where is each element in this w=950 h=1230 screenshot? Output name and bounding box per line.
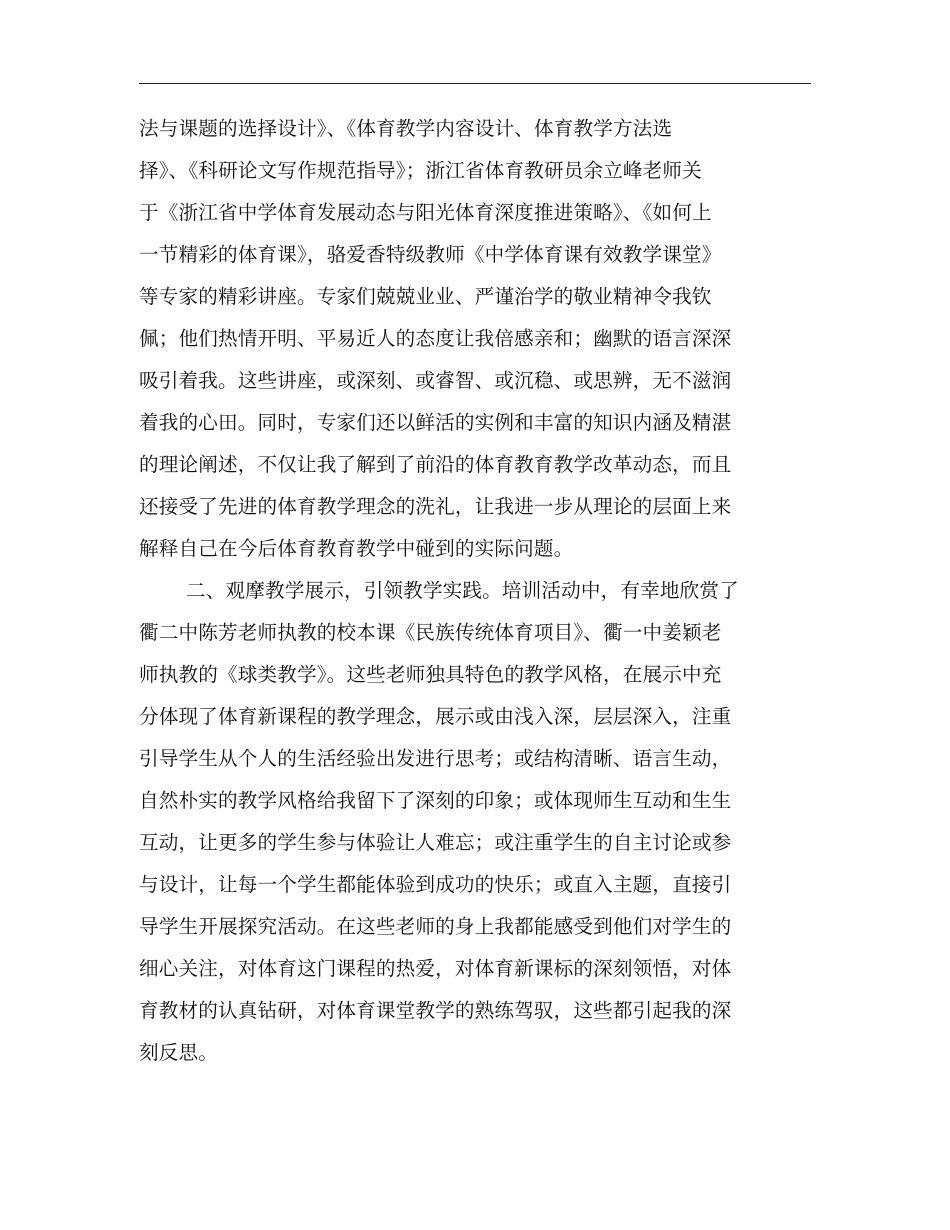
paragraph-1-line-2: 择》、《科研论文写作规范指导》；浙江省体育教研员余立峰老师关 xyxy=(139,159,702,182)
paragraph-2-line-10: 细心关注，对体育这门课程的热爱，对体育新课标的深刻领悟，对体 xyxy=(139,957,732,980)
paragraph-2-line-4: 分体现了体育新课程的教学理念，展示或由浅入深，层层深入，注重 xyxy=(139,705,732,728)
paragraph-2-line-3: 师执教的《球类教学》。这些老师独具特色的教学风格，在展示中充 xyxy=(139,663,722,686)
paragraph-1-line-3: 于《浙江省中学体育发展动态与阳光体育深度推进策略》、《如何上 xyxy=(139,201,712,224)
paragraph-2-line-7: 互动，让更多的学生参与体验让人难忘；或注重学生的自主讨论或参 xyxy=(139,831,732,854)
paragraph-2-line-11: 育教材的认真钻研，对体育课堂教学的熟练驾驭，这些都引起我的深 xyxy=(139,999,732,1022)
paragraph-1-line-11: 解释自己在今后体育教育教学中碰到的实际问题。 xyxy=(139,537,574,560)
header-rule xyxy=(139,83,811,84)
paragraph-2-line-5: 引导学生从个人的生活经验出发进行思考；或结构清晰、语言生动， xyxy=(139,747,732,770)
paragraph-2-line-1: 二、观摩教学展示，引领教学实践。培训活动中，有幸地欣赏了 xyxy=(186,579,739,602)
paragraph-1-line-5: 等专家的精彩讲座。专家们兢兢业业、严谨治学的敬业精神令我钦 xyxy=(139,285,712,308)
paragraph-1-line-9: 的理论阐述，不仅让我了解到了前沿的体育教育教学改革动态，而且 xyxy=(139,453,732,476)
paragraph-2-line-6: 自然朴实的教学风格给我留下了深刻的印象；或体现师生互动和生生 xyxy=(139,789,732,812)
paragraph-1-line-7: 吸引着我。这些讲座，或深刻、或睿智、或沉稳、或思辨，无不滋润 xyxy=(139,369,732,392)
paragraph-1-line-1: 法与课题的选择设计》、《体育教学内容设计、体育教学方法选 xyxy=(139,117,673,140)
paragraph-1-line-8: 着我的心田。同时，专家们还以鲜活的实例和丰富的知识内涵及精湛 xyxy=(139,411,732,434)
paragraph-1-line-4: 一节精彩的体育课》，骆爱香特级教师《中学体育课有效教学课堂》 xyxy=(139,243,722,266)
paragraph-2-line-9: 导学生开展探究活动。在这些老师的身上我都能感受到他们对学生的 xyxy=(139,915,732,938)
paragraph-2-line-12: 刻反思。 xyxy=(139,1041,218,1064)
paragraph-2-line-8: 与设计，让每一个学生都能体验到成功的快乐；或直入主题，直接引 xyxy=(139,873,732,896)
paragraph-1-line-10: 还接受了先进的体育教学理念的洗礼，让我进一步从理论的层面上来 xyxy=(139,495,732,518)
paragraph-2-line-2: 衢二中陈芳老师执教的校本课《民族传统体育项目》、衢一中姜颖老 xyxy=(139,621,722,644)
paragraph-1-line-6: 佩；他们热情开明、平易近人的态度让我倍感亲和；幽默的语言深深 xyxy=(139,327,732,350)
